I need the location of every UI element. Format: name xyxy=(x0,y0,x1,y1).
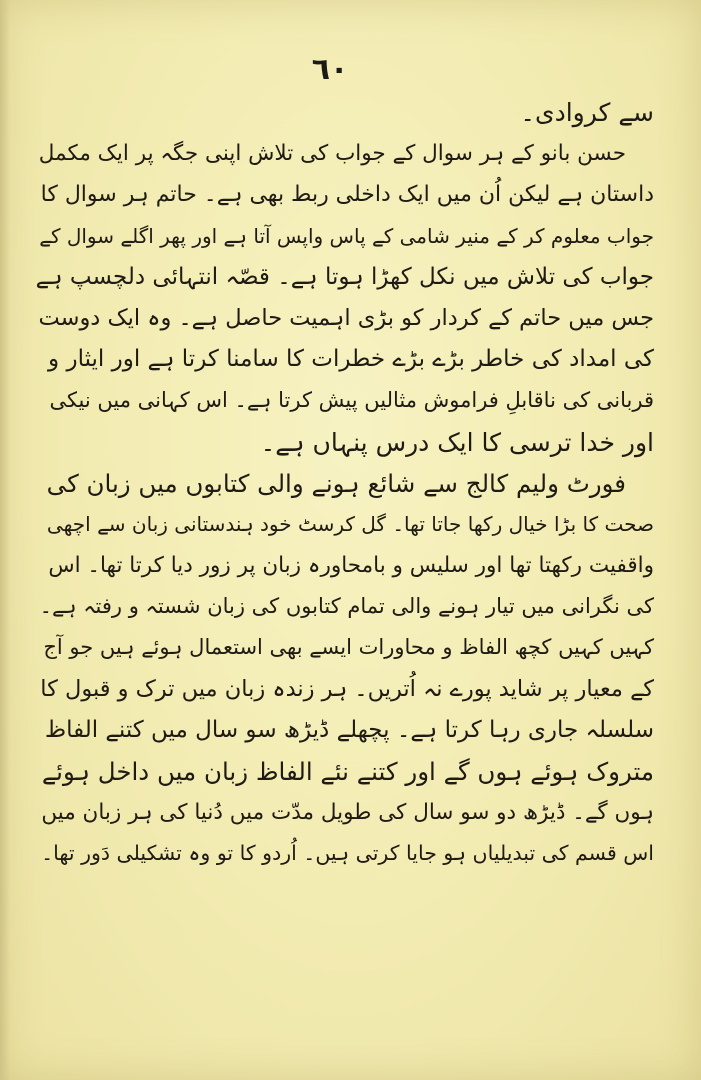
text-line: جواب معلوم کر کے منیر شامی کے پاس واپس آتا ہے اور پھر اگلے سوال کے xyxy=(39,223,654,248)
text-line: کی نگرانی میں تیار ہونے والی تمام کتابوں کی زبان شستہ و رفتہ ہے۔ xyxy=(39,594,654,619)
text-line: حسن بانو کے ہر سوال کے جواب کی تلاش اپنی جگہ پر ایک مکمل xyxy=(38,141,626,167)
text-line: اور خدا ترسی کا ایک درس پنہاں ہے۔ xyxy=(260,427,654,457)
page-spine-shadow xyxy=(0,0,10,1080)
text-line: متروک ہوئے ہوں گے اور کتنے نئے الفاظ زبان میں داخل ہوئے xyxy=(41,757,654,786)
text-line: سلسلہ جاری رہا کرتا ہے۔ پچھلے ڈیڑھ سو سال میں کتنے الفاظ xyxy=(44,716,654,743)
text-line: کے معیار پر شاید پورے نہ اُتریں۔ ہر زندہ زبان میں ترک و قبول کا xyxy=(40,675,654,702)
text-line: کہیں کہیں کچھ الفاظ و محاورات ایسے بھی استعمال ہوئے ہیں جو آج xyxy=(43,635,654,660)
page-number: ٦٠ xyxy=(311,52,349,87)
text-line: کی امداد کی خاطر بڑے بڑے خطرات کا سامنا کرتا ہے اور ایثار و xyxy=(48,346,654,373)
text-line: ہوں گے۔ ڈیڑھ دو سو سال کی طویل مدّت میں دُنیا کی ہر زبان میں xyxy=(41,800,654,826)
text-line: قربانی کی ناقابلِ فراموش مثالیں پیش کرتا ہے۔ اس کہانی میں نیکی xyxy=(49,388,654,413)
text-line: جواب کی تلاش میں نکل کھڑا ہوتا ہے۔ قصّہ انتہائی دلچسپ ہے xyxy=(36,263,654,290)
text-line: فورٹ ولیم کالج سے شائع ہونے والی کتابوں میں زبان کی xyxy=(46,468,626,498)
text-line: صحت کا بڑا خیال رکھا جاتا تھا۔ گل کرسٹ خود ہندستانی زبان سے اچھی xyxy=(46,511,654,536)
text-line: واقفیت رکھتا تھا اور سلیس و بامحاورہ زبان پر زور دیا کرتا تھا۔ اس xyxy=(48,553,654,579)
text-line: اس قسم کی تبدیلیاں ہو جایا کرتی ہیں۔ اُردو کا تو وہ تشکیلی دَور تھا۔ xyxy=(41,841,654,866)
text-line: جس میں حاتم کے کردار کو بڑی اہمیت حاصل ہے۔ وہ ایک دوست xyxy=(38,304,654,331)
text-line: داستان ہے لیکن اُن میں ایک داخلی ربط بھی ہے۔ حاتم ہر سوال کا xyxy=(40,182,654,208)
body-text xyxy=(36,92,654,875)
text-line: سے کروادی۔ xyxy=(520,98,654,127)
